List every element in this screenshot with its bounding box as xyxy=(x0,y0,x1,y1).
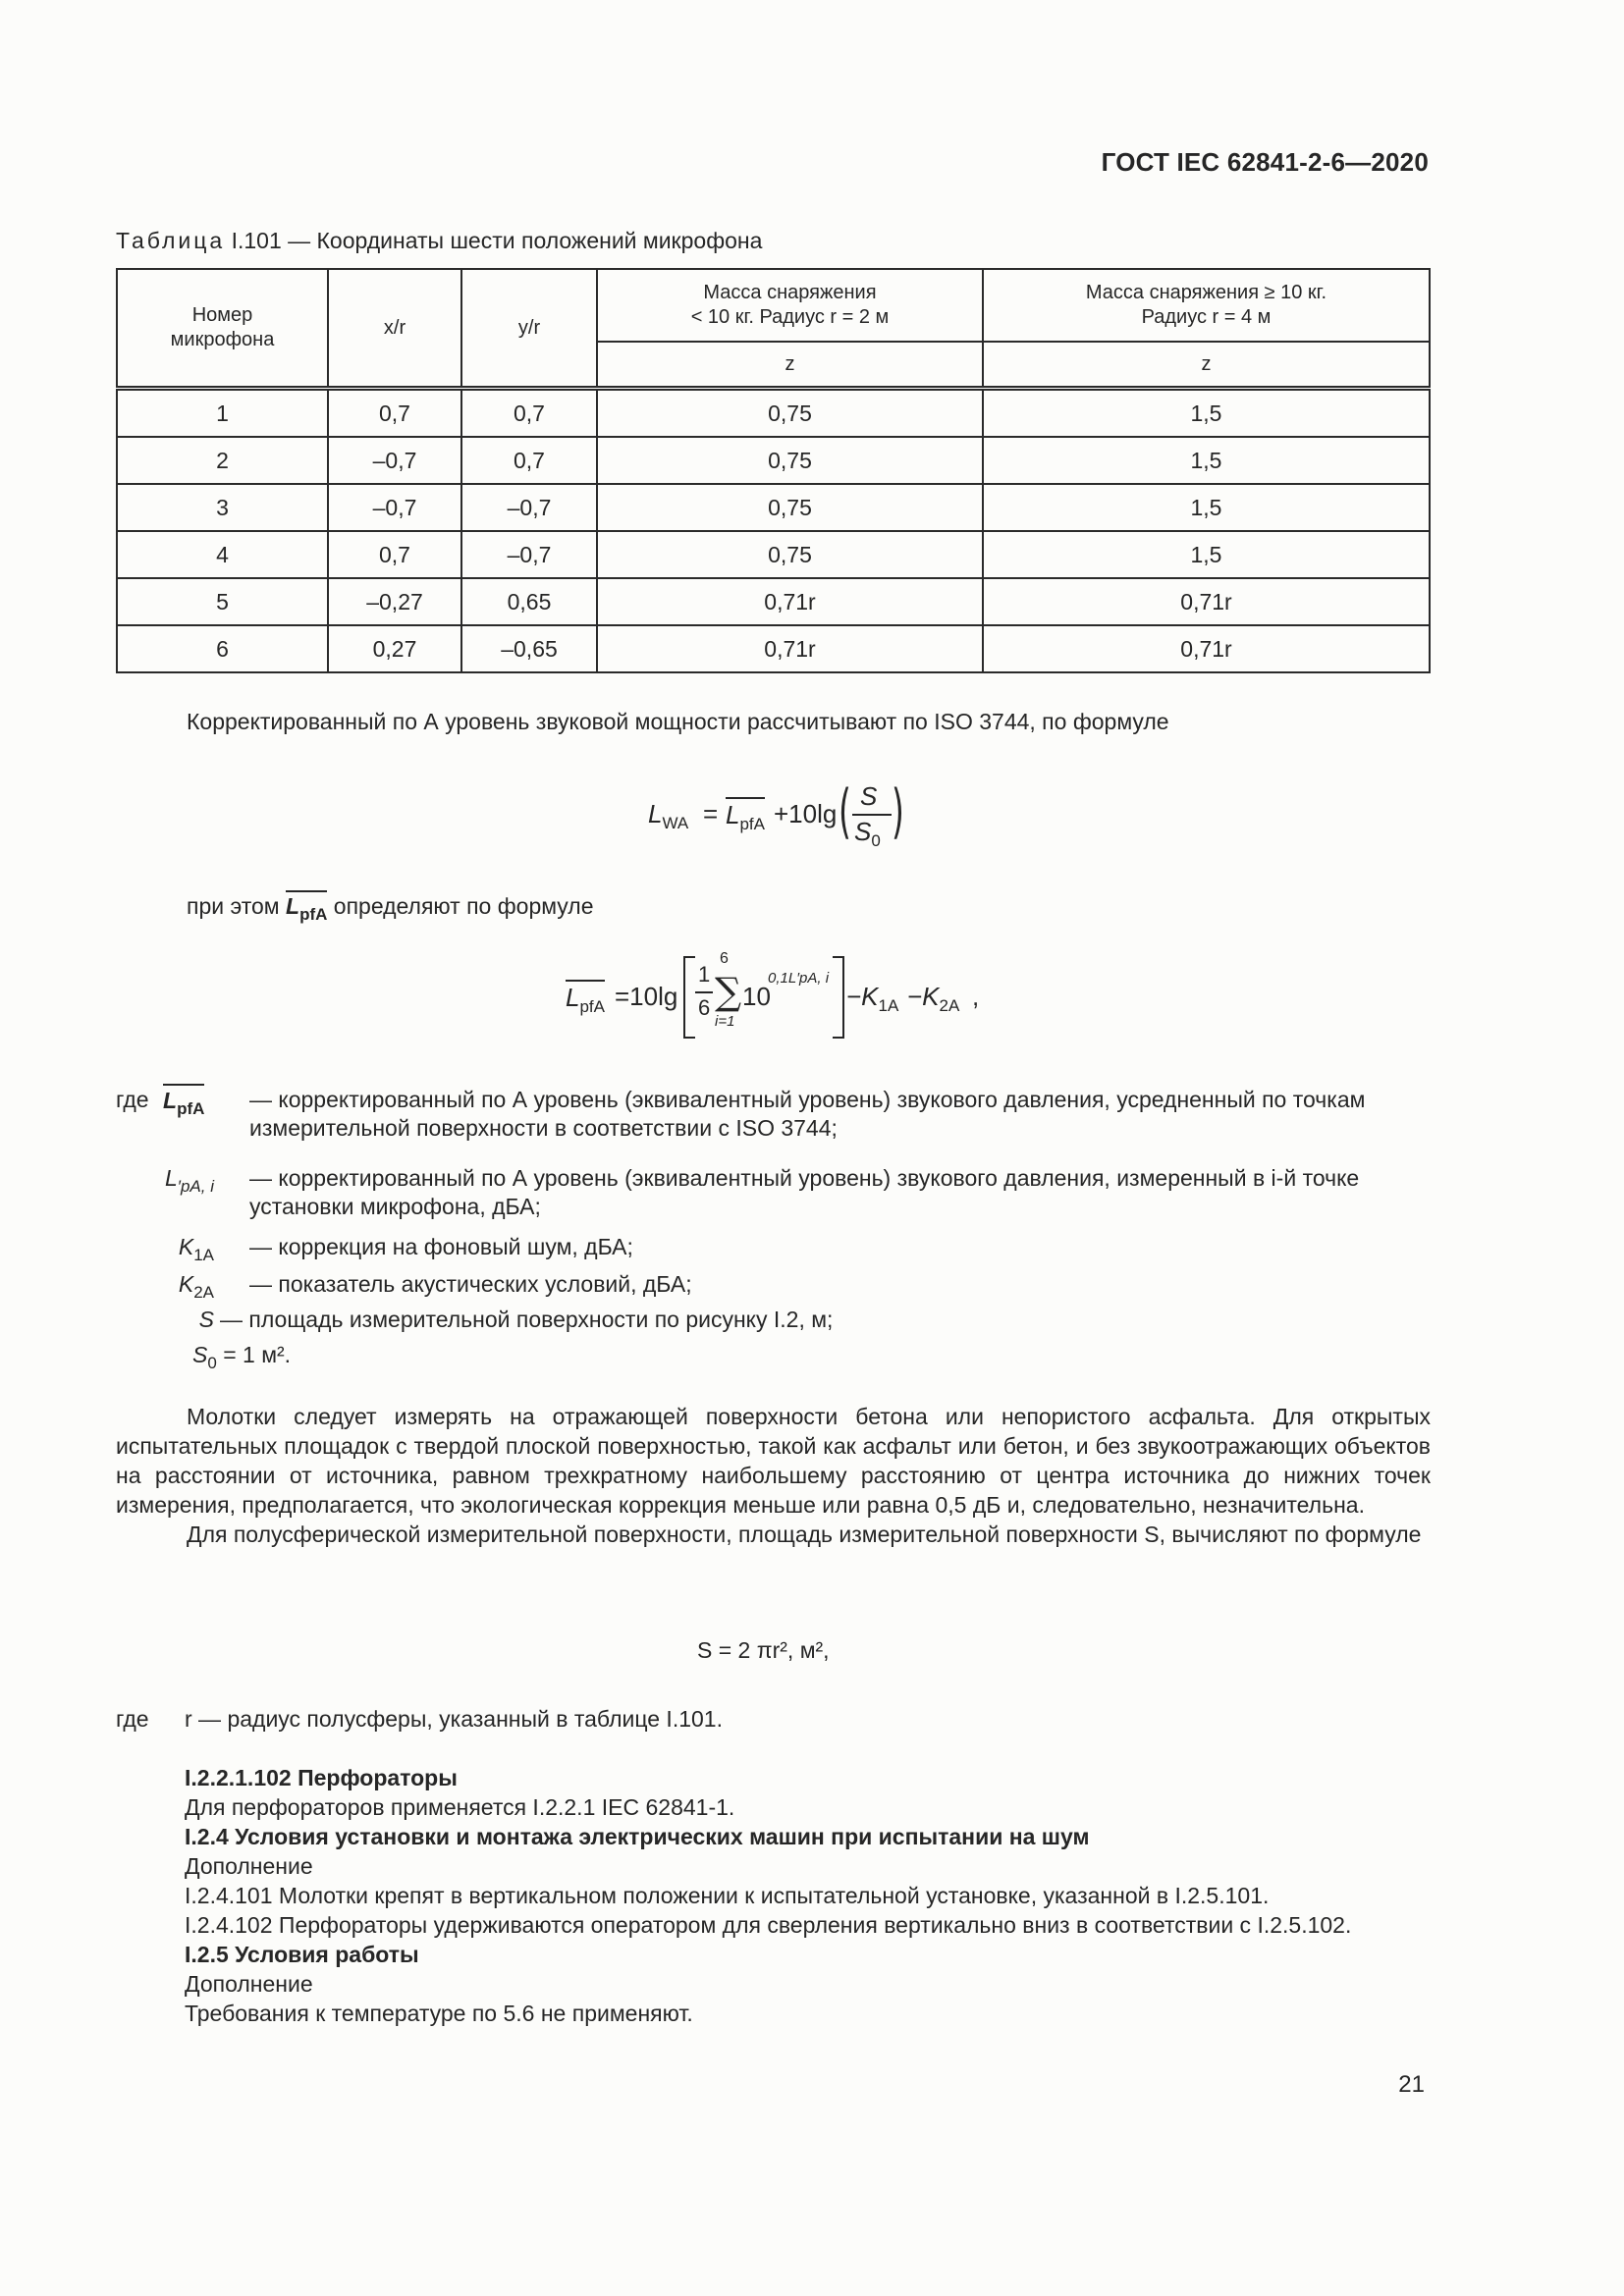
section-text: Дополнение xyxy=(185,1853,313,1879)
table-cell: 0,75 xyxy=(597,484,983,531)
table-cell: 1,5 xyxy=(983,484,1430,531)
table-cell: –0,7 xyxy=(461,531,597,578)
def-symbol: $L_{pfA}$ xyxy=(163,1084,204,1123)
intro-paragraph: Корректированный по А уровень звуковой мощности рассчитывают по ISO 3744, по формуле xyxy=(187,709,1169,734)
section-heading: I.2.4 Условия установки и монтажа электрических машин при испытании на шум xyxy=(185,1824,1090,1849)
def-symbol: $K_{1A}$ xyxy=(178,1234,214,1264)
def-symbol: S xyxy=(198,1307,214,1332)
table-cell: 0,7 xyxy=(461,437,597,484)
table-cell: 0,75 xyxy=(597,437,983,484)
section-text: Дополнение xyxy=(185,1971,313,1997)
table-cell: 0,65 xyxy=(461,578,597,625)
section-text: I.2.4.101 Молотки крепят в вертикальном положении к испытательной установке, указанной в I.2.5.101. xyxy=(185,1883,1270,1908)
hammers-paragraph: Молотки следует измерять на отражающей поверхности бетона или непористого асфальта. Для открытых испытательных площадок с твердой плоской поверхностью, такой как асфальт или бетон, и без звукоотражающих объектов на расстоянии от источника, равном трехкратному наибольшему расстоянию от центра источника до нижних точек измерения, предполагается, что экологическая коррекция меньше или равна 0,5 дБ и, следовательно, незначительна. Для полусферической измерительной поверхности, площадь измерительной поверхности S, вычисляют по формуле xyxy=(116,1404,1431,1547)
table-cell: –0,27 xyxy=(328,578,461,625)
header-xr: x/r xyxy=(328,269,461,389)
table-cell: 1 xyxy=(117,389,328,438)
pri-etom-line: при этом $L_{pfA}$ определяют по формуле xyxy=(187,891,594,930)
microphone-coordinates-table xyxy=(116,268,1431,673)
table-cell: 0,71r xyxy=(597,625,983,672)
table-cell: 0,71r xyxy=(983,625,1430,672)
table-cell: 1,5 xyxy=(983,531,1430,578)
table-cell: 5 xyxy=(117,578,328,625)
header-yr: y/r xyxy=(461,269,597,389)
header-mass-lt-10: Масса снаряжения < 10 кг. Радиус r = 2 м xyxy=(597,269,983,342)
table-row xyxy=(117,484,1430,531)
page-number: 21 xyxy=(1398,2071,1425,2098)
table-cell: 0,71r xyxy=(983,578,1430,625)
average-level-formula: $L_{pfA}$ =10lg 1 6 6 ∑ i=1 10 0,1L′pA, i $-K_{1A}$ $-K_{2A}$ , xyxy=(566,952,998,1041)
def-text: — показатель акустических условий, дБА; xyxy=(249,1271,692,1297)
def-symbol: $K_{2A}$ xyxy=(178,1271,214,1302)
table-cell: 0,7 xyxy=(328,531,461,578)
gde-label: где xyxy=(116,1087,149,1112)
table-cell: 2 xyxy=(117,437,328,484)
table-row xyxy=(117,625,1430,672)
table-cell: –0,7 xyxy=(461,484,597,531)
table-cell: 6 xyxy=(117,625,328,672)
sections-block xyxy=(185,1763,1441,2028)
table-row xyxy=(117,437,1430,484)
header-mass-ge-10: Масса снаряжения ≥ 10 кг. Радиус r = 4 м xyxy=(983,269,1430,342)
table-caption xyxy=(116,228,762,254)
def-text: — коррекция на фоновый шум, дБА; xyxy=(249,1234,633,1259)
def-text: — корректированный по А уровень (эквивалентный уровень) звукового давления, измеренный в i-й точке установки микрофона, дБА; xyxy=(249,1165,1360,1219)
section-text: Требования к температуре по 5.6 не применяют. xyxy=(185,2001,693,2026)
table-cell: 0,71r xyxy=(597,578,983,625)
table-cell: 0,27 xyxy=(328,625,461,672)
def-symbol: $L_{'pA, i}$ xyxy=(164,1165,214,1196)
table-cell: 0,7 xyxy=(328,389,461,438)
header-z-large: z xyxy=(983,342,1430,389)
table-cell: 0,7 xyxy=(461,389,597,438)
table-cell: 1,5 xyxy=(983,437,1430,484)
table-caption-text: I.101 — Координаты шести положений микрофона xyxy=(225,228,763,253)
def-text: — корректированный по А уровень (эквивалентный уровень) звукового давления, усредненный по точкам измерительной поверхности в соответствии с ISO 3744; xyxy=(249,1087,1366,1141)
def-text: — площадь измерительной поверхности по рисунку I.2, м; xyxy=(220,1307,834,1332)
table-cell: 3 xyxy=(117,484,328,531)
table-cell: 0,75 xyxy=(597,389,983,438)
table-row xyxy=(117,531,1430,578)
hemisphere-area-formula: S = 2 πr², м², xyxy=(697,1637,830,1663)
section-heading: I.2.5 Условия работы xyxy=(185,1942,419,1967)
table-row xyxy=(117,389,1430,438)
table-cell: –0,7 xyxy=(328,437,461,484)
table-row xyxy=(117,578,1430,625)
table-cell: 0,75 xyxy=(597,531,983,578)
s0-definition: $S_0 = 1$ м². xyxy=(192,1342,292,1372)
radius-definition: r — радиус полусферы, указанный в таблице I.101. xyxy=(185,1706,723,1732)
section-text: I.2.4.102 Перфораторы удерживаются оператором для сверления вертикально вниз в соответствии с I.2.5.102. xyxy=(185,1912,1352,1938)
header-mic-number: Номер микрофона xyxy=(117,269,328,389)
standard-code: ГОСТ IEC 62841-2-6—2020 xyxy=(1101,147,1429,177)
section-text: Для перфораторов применяется I.2.2.1 IEC 62841-1. xyxy=(185,1794,735,1820)
table-caption-word: Таблица xyxy=(116,228,226,253)
table-cell: 1,5 xyxy=(983,389,1430,438)
table-cell: 4 xyxy=(117,531,328,578)
header-z-small: z xyxy=(597,342,983,389)
table-cell: –0,65 xyxy=(461,625,597,672)
section-heading: I.2.2.1.102 Перфораторы xyxy=(185,1765,458,1790)
gde-label-2: где xyxy=(116,1706,149,1732)
table-cell: –0,7 xyxy=(328,484,461,531)
